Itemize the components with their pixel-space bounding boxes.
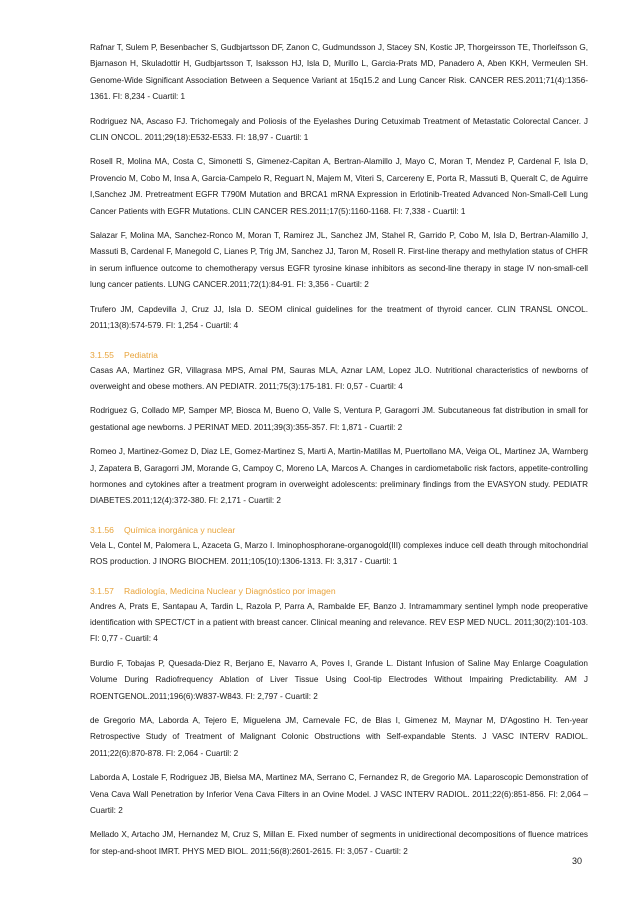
reference-entry: Trufero JM, Capdevilla J, Cruz JJ, Isla D. SEOM clinical guidelines for the treatment of thyroid cancer. CLIN TRANSL ONCOL. 2011;13(8):574-579. FI: 1,254 - Cuartil: 4 — [90, 304, 588, 331]
section-heading-quimica — [90, 523, 588, 537]
reference-entry: Salazar F, Molina MA, Sanchez-Ronco M, Moran T, Ramirez JL, Sanchez JM, Stahel R, Garrido P, Cobo M, Isla D, Bertran-Alamillo J, Massuti B, Cardenal F, Manegold C, Lianes P, Trig JM, Sanchez JJ, Taron M, Rosell R. First-line therapy and methylation status of CHFR in serum influence outcome to chemotherapy versus EGFR tyrosine kinase inhibitors as second-line therapy in stage IV non-small-cell lung cancer patients. LUNG CANCER.2011;72(1):84-91. FI: 3,356 - Cuartil: 2 — [90, 231, 588, 290]
group-1 — [90, 363, 588, 510]
reference-entry: Rodriguez G, Collado MP, Samper MP, Biosca M, Bueno O, Valle S, Ventura P, Garagorri JM. Subcutaneous fat distribution in small for gestational age newborns. J PERINAT MED. 2011;39(3):355-357. FI: 1,871 - Cuartil: 2 — [90, 406, 588, 432]
document-body — [90, 40, 588, 860]
page-number: 30 — [571, 856, 582, 866]
reference-entry: Rodriguez NA, Ascaso FJ. Trichomegaly and Poliosis of the Eyelashes During Cetuximab Treatment of Metastatic Colorectal Cancer. J CLIN ONCOL. 2011;29(18):E532-E533. FI: 18,97 - Cuartil: 1 — [90, 116, 588, 143]
section-number: 3.1.55 — [90, 349, 114, 360]
reference-entry: Mellado X, Artacho JM, Hernandez M, Cruz S, Millan E. Fixed number of segments in unidirectional decompositions of fluence matrices for step-and-shoot IMRT. PHYS MED BIOL. 2011;56(8):2601-2615. FI: 3,057 - Cuartil: 2 — [90, 830, 588, 856]
section-heading-radiologia — [90, 584, 588, 598]
group-2 — [90, 538, 588, 571]
reference-entry: Vela L, Contel M, Palomera L, Azaceta G, Marzo I. Iminophosphorane-organogold(III) complexes induce cell death through mitochondrial ROS production. J INORG BIOCHEM. 2011;105(10):1306-1313. FI: 3,317 - Cuartil: 1 — [90, 540, 588, 567]
reference-entry: Laborda A, Lostale F, Rodriguez JB, Bielsa MA, Martinez MA, Serrano C, Fernandez R, de Gregorio MA. Laparoscopic Demonstration of Vena Cava Wall Penetration by Inferior Vena Cava Filters in an Ovine Model. J VASC INTERV RADIOL. 2011;22(6):851-856. FI: 2,064 – Cuartil: 2 — [90, 773, 588, 816]
group-3 — [90, 599, 588, 861]
reference-entry: de Gregorio MA, Laborda A, Tejero E, Miguelena JM, Carnevale FC, de Blas I, Gimenez M, Maynar M, D'Agostino H. Ten-year Retrospective Study of Treatment of Malignant Colonic Obstructions with Self-expandable Stents. J VASC INTERV RADIOL. 2011;22(6):870-878. FI: 2,064 - Cuartil: 2 — [90, 716, 588, 758]
reference-entry: Rosell R, Molina MA, Costa C, Simonetti S, Gimenez-Capitan A, Bertran-Alamillo J, Mayo C, Moran T, Mendez P, Cardenal F, Isla D, Provencio M, Cobo M, Insa A, Garcia-Campelo R, Reguart N, Majem M, Viteri S, Carcereny E, Porta R, Massuti B, Queralt C, de Aguirre I,Sanchez JM. Pretreatment EGFR T790M Mutation and BRCA1 mRNA Expression in Erlotinib-Treated Advanced Non-Small-Cell Lung Cancer Patients with EGFR Mutations. CLIN CANCER RES.2011;17(5):1160-1168. FI: 7,338 - Cuartil: 1 — [90, 157, 588, 216]
section-number: 3.1.56 — [90, 524, 114, 535]
section-number: 3.1.57 — [90, 585, 114, 596]
section-heading-pediatria — [90, 348, 588, 362]
group-0 — [90, 40, 588, 335]
reference-entry: Romeo J, Martinez-Gomez D, Diaz LE, Gomez-Martinez S, Marti A, Martin-Matillas M, Puertollano MA, Veiga OL, Martinez JA, Warnberg J, Zapatera B, Garagorri JM, Morande G, Campoy C, Moreno LA, Marcos A. Changes in cardiometabolic risk factors, appetite-controlling hormones and cytokines after a treatment program in overweight adolescents: preliminary findings from the EVASYON study. PEDIATR DIABETES.2011;12(4):372-380. FI: 2,171 - Cuartil: 2 — [90, 447, 588, 506]
reference-entry: Rafnar T, Sulem P, Besenbacher S, Gudbjartsson DF, Zanon C, Gudmundsson J, Stacey SN, Kostic JP, Thorgeirsson TE, Thorleifsson G, Bjarnason H, Skuladottir H, Gudbjartsson T, Isaksson HJ, Isla D, Murillo L, Garcia-Prats MD, Panadero A, Aben KKH, Vermeulen SH. Genome-Wide Significant Association Between a Sequence Variant at 15q15.2 and Lung Cancer Risk. CANCER RES.2011;71(4):1356-1361. FI: 8,234 - Cuartil: 1 — [90, 43, 588, 102]
reference-entry: Andres A, Prats E, Santapau A, Tardin L, Razola P, Parra A, Rambalde EF, Banzo J. Intramammary sentinel lymph node preoperative identification with SPECT/CT in a patient with breast cancer. Clinical meaning and relevance. REV ESP MED NUCL. 2011;30(2):101-103. FI: 0,77 - Cuartil: 4 — [90, 601, 588, 644]
reference-entry: Casas AA, Martinez GR, Villagrasa MPS, Arnal PM, Sauras MLA, Aznar LAM, Lopez JLO. Nutritional characteristics of newborns of overweight and obese mothers. AN PEDIATR. 2011;75(3):175-181. FI: 0,57 - Cuartil: 4 — [90, 365, 588, 391]
reference-entry: Burdio F, Tobajas P, Quesada-Diez R, Berjano E, Navarro A, Poves I, Grande L. Distant Infusion of Saline May Enlarge Coagulation Volume During Radiofrequency Ablation of Liver Tissue Using Cool-tip Electrodes Without Impairing Predictability. AM J ROENTGENOL.2011;196(6):W837-W843. FI: 2,797 - Cuartil: 2 — [90, 658, 588, 701]
section-title: Pediatria — [124, 349, 158, 360]
section-title: Radiología, Medicina Nuclear y Diagnóstico por imagen — [124, 585, 336, 596]
section-title: Química inorgánica y nuclear — [124, 524, 236, 535]
